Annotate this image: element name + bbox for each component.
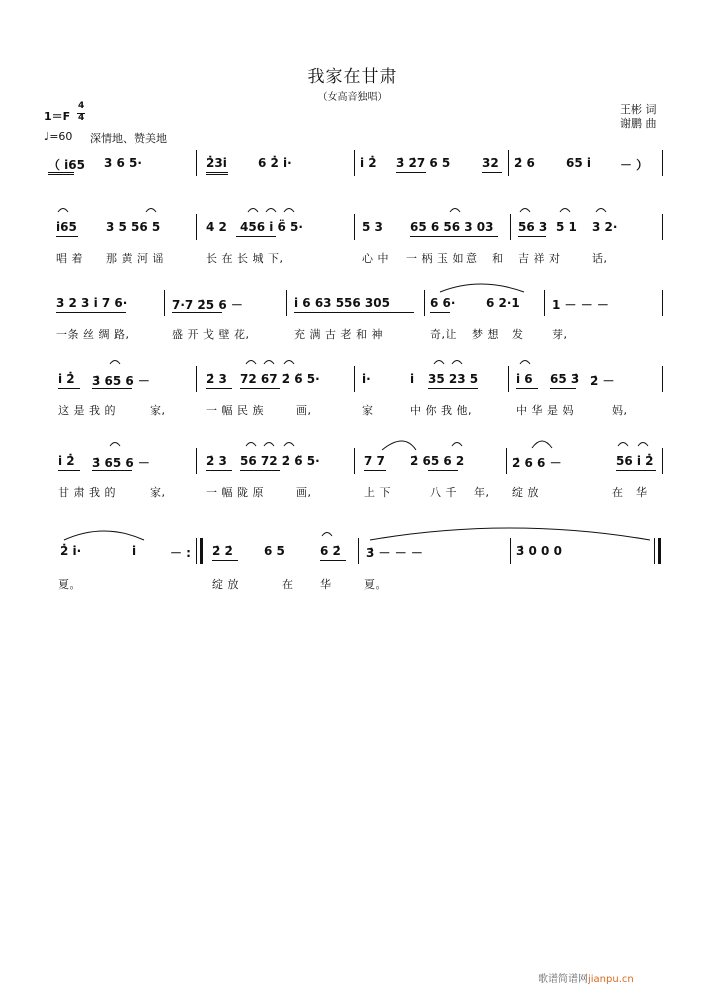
lyric: 绽 放 <box>212 578 239 591</box>
measure-notes: 3̇ 0 0 0 <box>516 544 562 558</box>
watermark-url: jianpu.cn <box>588 974 634 985</box>
measure-notes: 2̇ 6 6 － <box>512 456 562 470</box>
measure-notes: 2̇ 2̇ <box>212 544 233 558</box>
lyric: 绽 放 <box>512 486 539 499</box>
composer-credit: 谢鹏 曲 <box>620 117 657 130</box>
time-signature-bottom: 4 <box>78 113 85 123</box>
lyric: 八 千 <box>430 486 457 499</box>
lyric: 芽, <box>552 328 568 341</box>
lyric: 发 <box>512 328 524 341</box>
lyric: 盛 开 戈 壁 花, <box>172 328 250 341</box>
lyric: 家, <box>150 404 166 417</box>
measure-notes: 65 3̇ <box>550 372 580 386</box>
measure-1-notes-b: 3 6 5· <box>104 156 142 170</box>
measure-notes: i 2̇ <box>58 372 75 386</box>
lyricist-credit: 王彬 词 <box>620 103 657 116</box>
measure-4-notes: 2̇ 6 <box>514 156 535 170</box>
measure-2-notes-b: 6 2̇ i· <box>258 156 292 170</box>
lyric: 充 满 古 老 和 神 <box>294 328 383 341</box>
measure-notes: 2̇ 3 <box>206 454 227 468</box>
lyric: 画, <box>296 486 312 499</box>
lyric: 唱 着 <box>56 252 83 265</box>
measure-4-notes-b: 65 i <box>566 156 591 170</box>
measure-notes: 6 2·1 <box>486 296 520 310</box>
lyric: 中 你 我 他, <box>410 404 472 417</box>
lyric: 奇,让 <box>430 328 457 341</box>
lyric: 年, <box>474 486 490 499</box>
measure-notes: 7·7 2̇5 6 － <box>172 298 243 312</box>
measure-notes: 456 i 6̈ 5· <box>240 220 303 234</box>
lyric: 夏。 <box>364 578 387 591</box>
lyric: 画, <box>296 404 312 417</box>
measure-notes: i 2̇ <box>58 454 75 468</box>
repeat-end: － : <box>170 546 191 560</box>
lyric: 在 <box>612 486 624 499</box>
lyric: 意 <box>466 252 478 265</box>
lyric: 上 下 <box>364 486 391 499</box>
lyric: 家, <box>150 486 166 499</box>
measure-3-notes-b: 3̇ 2̇7 6 5 <box>396 156 451 170</box>
lyric: 一 柄 玉 如 <box>406 252 464 265</box>
measure-notes: i· <box>362 372 371 386</box>
lyric: 甘 肃 我 的 <box>58 486 116 499</box>
lyric: 华 <box>636 486 648 499</box>
lyric: 这 是 我 的 <box>58 404 116 417</box>
measure-notes: 1 － － － <box>552 298 609 312</box>
lyric: 妈, <box>612 404 628 417</box>
measure-3-notes-c: 32 <box>482 156 499 170</box>
lyric: 长 在 长 城 下, <box>206 252 284 265</box>
measure-notes: 5 3 <box>362 220 383 234</box>
measure-notes: 7 7 <box>364 454 385 468</box>
measure-notes: 56 i 2̇ <box>616 454 654 468</box>
measure-notes: i <box>132 544 137 558</box>
measure-notes: 56 72 2̇ 6̈ 5· <box>240 454 320 468</box>
lyric: 那 黄 河 谣 <box>106 252 164 265</box>
measure-notes: 56 3 <box>518 220 548 234</box>
measure-notes: 3̇ － － － <box>366 546 423 560</box>
measure-notes: 2̇ 3 <box>206 372 227 386</box>
lyric: 在 <box>282 578 294 591</box>
measure-notes: 3̇ 65 6 － <box>92 374 150 388</box>
measure-notes: 72 67 2̇ 6̈ 5· <box>240 372 320 386</box>
measure-notes: i <box>410 372 415 386</box>
measure-4-notes-c: － ） <box>620 158 649 172</box>
watermark <box>538 970 634 985</box>
lyric: 一条 丝 绸 路, <box>56 328 130 341</box>
lyric: 华 <box>320 578 332 591</box>
lyric: 心 中 <box>362 252 389 265</box>
lyric: 家 <box>362 404 374 417</box>
measure-notes: 65 6 56 3 03 <box>410 220 494 234</box>
measure-notes: 4 2 <box>206 220 227 234</box>
song-subtitle: （女高音独唱） <box>317 92 388 103</box>
tempo-marking: ♩=60 <box>44 130 73 143</box>
measure-2-notes: 2̇3i <box>206 156 227 170</box>
watermark-site: 歌谱简谱网 <box>538 974 588 985</box>
measure-notes: 3̇ 65 6 － <box>92 456 150 470</box>
measure-notes: 2̇ i· <box>60 544 82 558</box>
lyric: 吉 祥 对 <box>518 252 561 265</box>
lyric: 中 华 是 妈 <box>516 404 574 417</box>
lyric: 话, <box>592 252 608 265</box>
lyric: 夏。 <box>58 578 81 591</box>
measure-3-notes: i 2̇ <box>360 156 377 170</box>
measure-notes: 3 2 3 i 7 6· <box>56 296 128 310</box>
measure-1-notes: （ i65 <box>48 158 85 172</box>
time-signature-top: 4 <box>78 101 85 111</box>
lyric: 一 幅 陇 原 <box>206 486 264 499</box>
key-signature: 1＝F <box>44 110 71 123</box>
measure-notes: 35 23 5 <box>428 372 479 386</box>
measure-notes: 2̇ 65 6 2 <box>410 454 465 468</box>
measure-notes: 3 5 56 5 <box>106 220 161 234</box>
measure-notes: 6 6· <box>430 296 456 310</box>
song-title: 我家在甘肃 <box>307 67 398 87</box>
lyric: 一 幅 民 族 <box>206 404 264 417</box>
measure-notes: 2̇ － <box>590 374 615 388</box>
measure-notes: i 6 <box>516 372 533 386</box>
measure-notes: i 6 63 556 305 <box>294 296 390 310</box>
expression-marking: 深情地、赞美地 <box>90 132 167 145</box>
lyric: 梦 想 <box>472 328 499 341</box>
measure-notes: 5 1 <box>556 220 577 234</box>
measure-notes: 6 2̇ <box>320 544 341 558</box>
measure-notes: 3 2· <box>592 220 618 234</box>
measure-notes: 6 5 <box>264 544 285 558</box>
measure-notes: i65 <box>56 220 77 234</box>
lyric: 和 <box>492 252 504 265</box>
